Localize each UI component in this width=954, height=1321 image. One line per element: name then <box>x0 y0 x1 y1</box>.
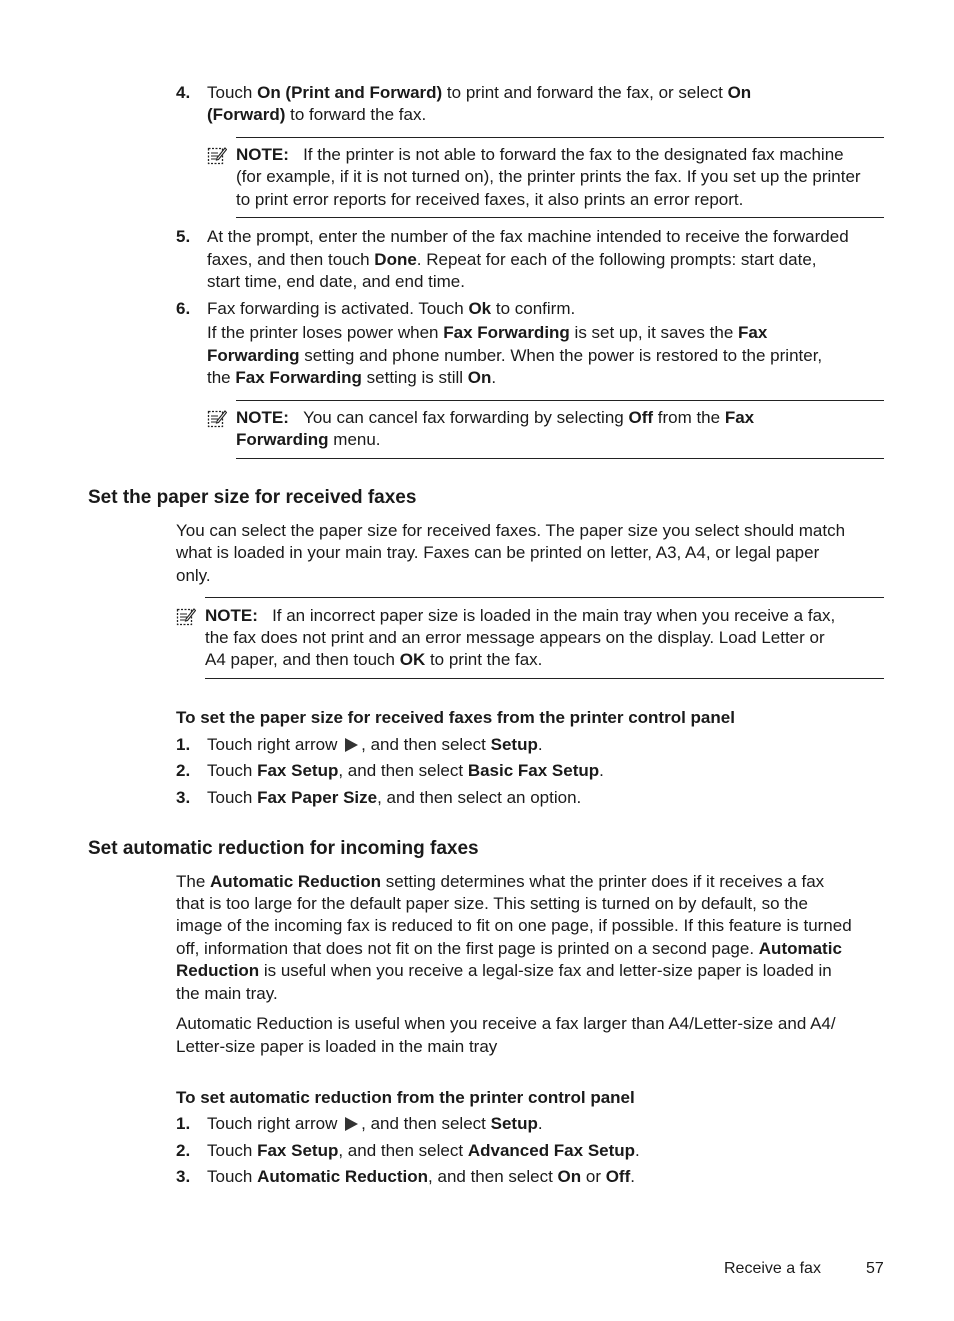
note-2-line-2: Forwarding menu. <box>236 430 381 449</box>
divider <box>205 678 884 679</box>
note-pad-icon <box>207 145 227 165</box>
note-1-line-3: to print error reports for received faxes, it also prints an error report. <box>236 190 744 209</box>
paragraph-line: image of the incoming fax is reduced to fit on one page, if possible. If this feature is turned <box>176 916 852 935</box>
paragraph-line: You can select the paper size for received faxes. The paper size you select should match <box>176 521 846 540</box>
step-5-line-1: At the prompt, enter the number of the fax machine intended to receive the forwarded <box>207 227 849 246</box>
note-3-line-1: NOTE: If an incorrect paper size is loaded in the main tray when you receive a fax, <box>205 606 836 625</box>
procedure-title: To set the paper size for received faxes from the printer control panel <box>176 708 735 727</box>
step-5-line-3: start time, end date, and end time. <box>207 272 465 291</box>
procedure-step: Touch Fax Setup, and then select Advanced Fax Setup. <box>207 1141 640 1160</box>
procedure-title: To set automatic reduction from the printer control panel <box>176 1088 635 1107</box>
paragraph-line: Reduction is useful when you receive a legal-size fax and letter-size paper is loaded in <box>176 961 832 980</box>
step-6-line-4: the Fax Forwarding setting is still On. <box>207 368 497 387</box>
step-number: 4. <box>176 83 191 102</box>
step-number: 2. <box>176 761 191 780</box>
right-arrow-icon <box>345 738 358 752</box>
procedure-step: Touch Fax Paper Size, and then select an option. <box>207 788 582 807</box>
step-6-line-2: If the printer loses power when Fax Forwarding is set up, it saves the Fax <box>207 323 768 342</box>
step-number: 2. <box>176 1141 191 1160</box>
footer-section-title: Receive a fax <box>724 1260 821 1277</box>
paragraph-line: the main tray. <box>176 984 278 1003</box>
note-pad-icon <box>207 408 227 428</box>
paragraph-line: only. <box>176 566 211 585</box>
section-heading: Set automatic reduction for incoming faxes <box>88 838 479 859</box>
step-4-line-2: (Forward) to forward the fax. <box>207 105 427 124</box>
paragraph-line: Automatic Reduction is useful when you receive a fax larger than A4/Letter-size and A4/ <box>176 1014 836 1033</box>
page-number: 57 <box>866 1260 884 1277</box>
step-6-line-3: Forwarding setting and phone number. When the power is restored to the printer, <box>207 346 823 365</box>
divider <box>236 458 884 459</box>
step-6-line-1: Fax forwarding is activated. Touch Ok to confirm. <box>207 299 576 318</box>
note-2-line-1: NOTE: You can cancel fax forwarding by selecting Off from the Fax <box>236 408 755 427</box>
paragraph-line: The Automatic Reduction setting determines what the printer does if it receives a fax <box>176 872 825 891</box>
paragraph-line: off, information that does not fit on the first page is printed on a second page. Automatic <box>176 939 842 958</box>
step-number: 6. <box>176 299 191 318</box>
procedure-step: Touch Fax Setup, and then select Basic Fax Setup. <box>207 761 604 780</box>
procedure-step: Touch right arrow , and then select Setup. <box>207 735 543 754</box>
step-number: 3. <box>176 1167 191 1186</box>
paragraph-line: that is too large for the default paper size. This setting is turned on by default, so the <box>176 894 808 913</box>
divider <box>236 137 884 138</box>
note-1-line-1: NOTE: If the printer is not able to forward the fax to the designated fax machine <box>236 145 844 164</box>
step-number: 5. <box>176 227 191 246</box>
step-number: 3. <box>176 788 191 807</box>
step-5-line-2: faxes, and then touch Done. Repeat for each of the following prompts: start date, <box>207 250 817 269</box>
step-number: 1. <box>176 1114 191 1133</box>
divider <box>236 400 884 401</box>
divider <box>205 597 884 598</box>
note-pad-icon <box>176 606 196 626</box>
procedure-step: Touch right arrow , and then select Setup. <box>207 1114 543 1133</box>
right-arrow-icon <box>345 1117 358 1131</box>
divider <box>236 217 884 218</box>
paragraph-line: what is loaded in your main tray. Faxes can be printed on letter, A3, A4, or legal paper <box>176 543 820 562</box>
note-3-line-2: the fax does not print and an error message appears on the display. Load Letter or <box>205 628 825 647</box>
step-4-line-1: Touch On (Print and Forward) to print and forward the fax, or select On <box>207 83 752 102</box>
section-heading: Set the paper size for received faxes <box>88 487 417 508</box>
procedure-step: Touch Automatic Reduction, and then select On or Off. <box>207 1167 635 1186</box>
paragraph-line: Letter-size paper is loaded in the main tray <box>176 1037 498 1056</box>
note-3-line-3: A4 paper, and then touch OK to print the fax. <box>205 650 543 669</box>
step-number: 1. <box>176 735 191 754</box>
note-1-line-2: (for example, if it is not turned on), the printer prints the fax. If you set up the printer <box>236 167 861 186</box>
